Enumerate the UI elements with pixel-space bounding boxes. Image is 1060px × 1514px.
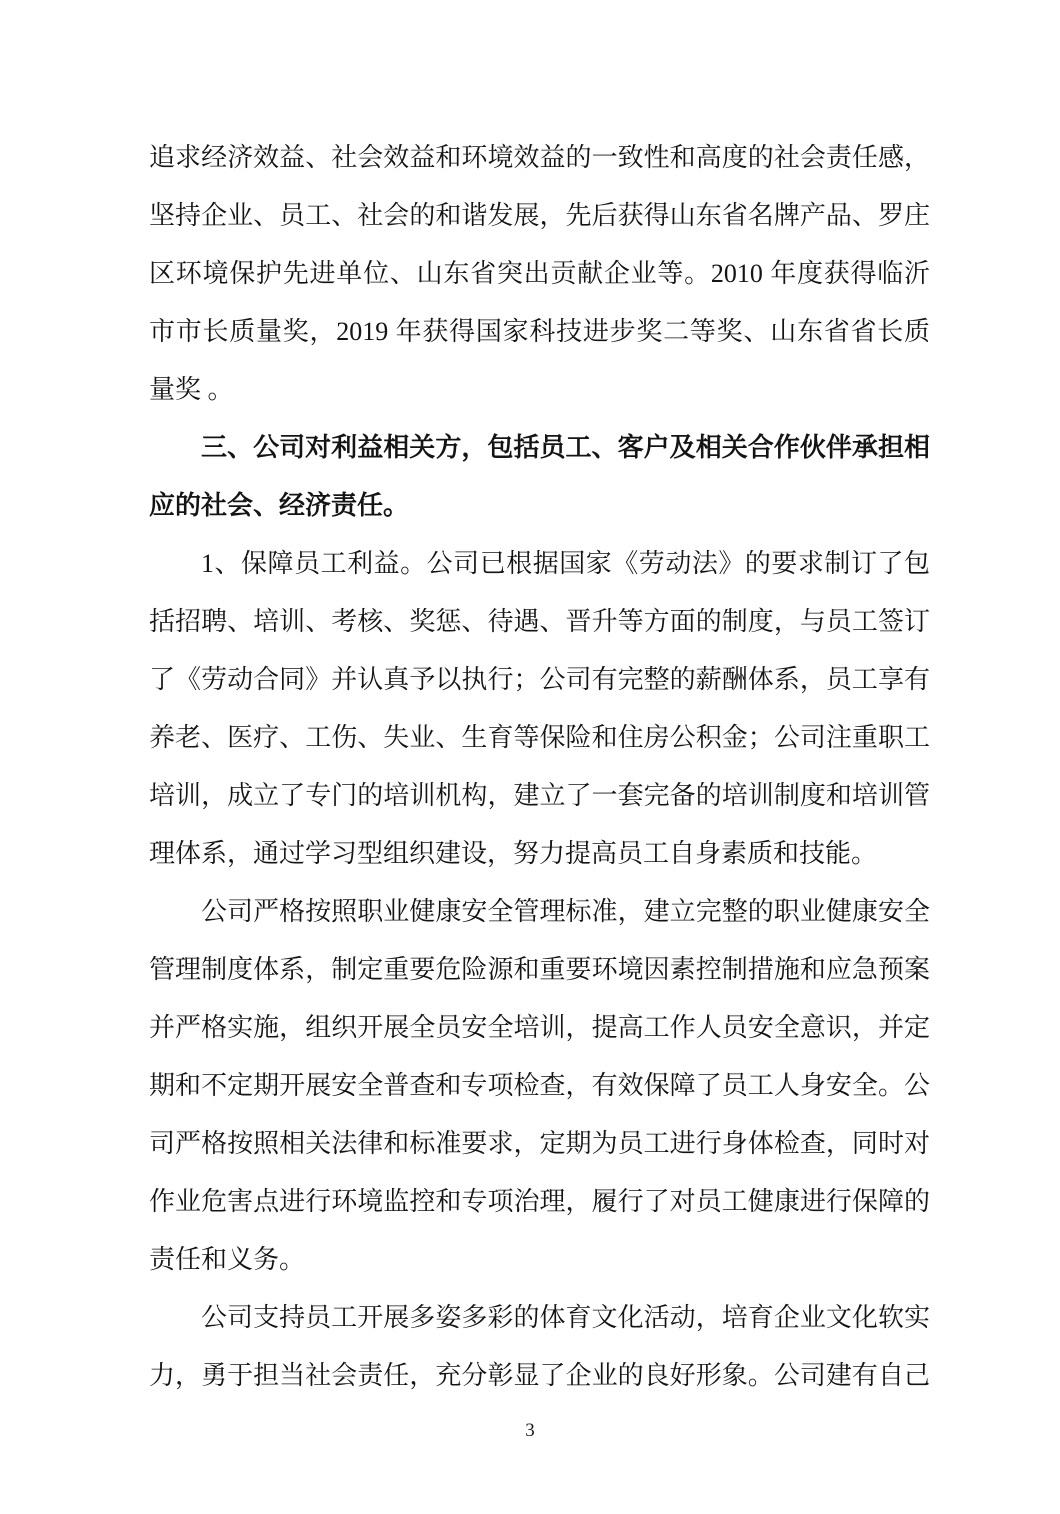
text-line: 作业危害点进行环境监控和专项治理，履行了对员工健康进行保障的 [149,1187,930,1216]
text-line: 坚持企业、员工、社会的和谐发展，先后获得山东省名牌产品、罗庄 [149,201,930,230]
text-line-paragraph-end: 量奖 。 [149,375,234,404]
text-line: 力，勇于担当社会责任，充分彰显了企业的良好形象。公司建有自己 [149,1361,930,1390]
text-line-paragraph-start: 公司严格按照职业健康安全管理标准，建立完整的职业健康安全 [201,897,930,926]
text-line: 管理制度体系，制定重要危险源和重要环境因素控制措施和应急预案 [149,955,930,984]
text-line: 追求经济效益、社会效益和环境效益的一致性和高度的社会责任感， [149,143,930,172]
text-line: 区环境保护先进单位、山东省突出贡献企业等。2010 年度获得临沂 [149,259,930,288]
text-line-paragraph-start: 公司支持员工开展多姿多彩的体育文化活动，培育企业文化软实 [201,1303,930,1332]
text-line: 了《劳动合同》并认真予以执行；公司有完整的薪酬体系，员工享有 [149,665,930,694]
text-line: 并严格实施，组织开展全员安全培训，提高工作人员安全意识，并定 [149,1013,930,1042]
text-line-paragraph-end: 理体系，通过学习型组织建设，努力提高员工自身素质和技能。 [149,839,878,868]
text-line: 市市长质量奖，2019 年获得国家科技进步奖二等奖、山东省省长质 [149,317,930,346]
text-line: 培训，成立了专门的培训机构，建立了一套完备的培训制度和培训管 [149,781,930,810]
text-line: 期和不定期开展安全普查和专项检查，有效保障了员工人身安全。公 [149,1071,930,1100]
text-line-paragraph-end: 责任和义务。 [149,1245,306,1274]
text-line: 司严格按照相关法律和标准要求，定期为员工进行身体检查，同时对 [149,1129,930,1158]
page-number: 3 [525,1420,535,1441]
text-line: 括招聘、培训、考核、奖惩、待遇、晋升等方面的制度，与员工签订 [149,607,930,636]
text-line: 养老、医疗、工伤、失业、生育等保险和住房公积金；公司注重职工 [149,723,930,752]
section-heading-line: 应的社会、经济责任。 [149,491,410,520]
section-heading-line: 三、公司对利益相关方，包括员工、客户及相关合作伙伴承担相 [201,433,930,462]
text-line-paragraph-start: 1、保障员工利益。公司已根据国家《劳动法》的要求制订了包 [201,549,930,578]
document-body [149,129,930,1405]
